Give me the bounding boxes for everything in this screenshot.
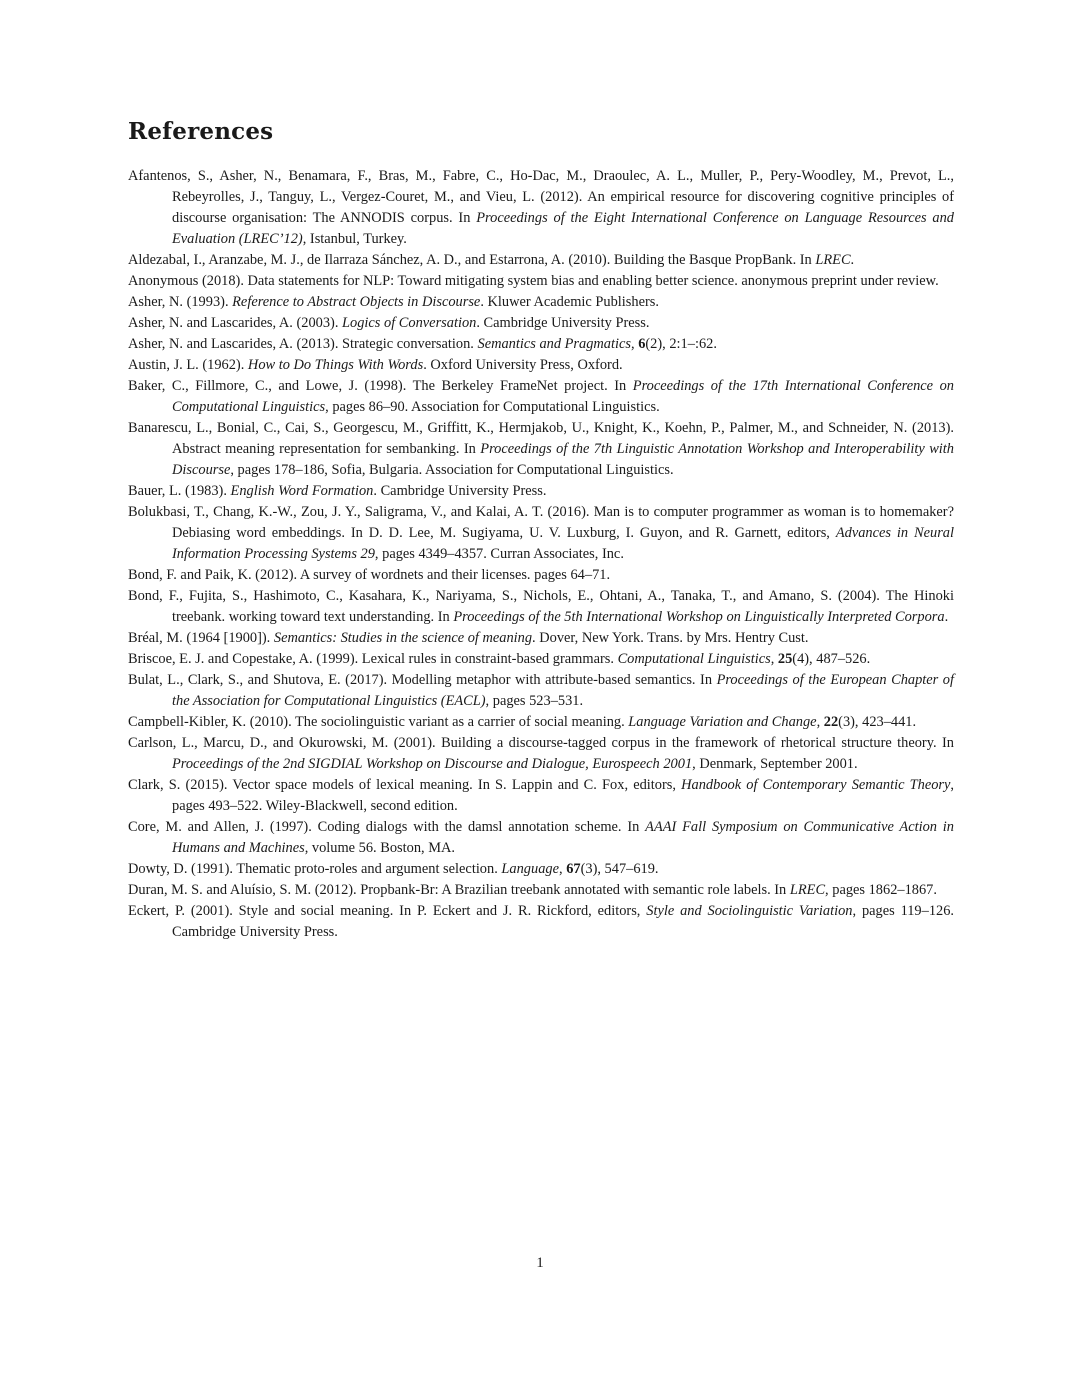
reference-text: , [770,651,778,667]
reference-italic-text: English Word Formation [230,483,374,499]
reference-text: . Cambridge University Press. [476,315,650,331]
reference-italic-text: Proceedings of the European Chapter of the Association for Computational Linguistics (EACL) [172,672,954,709]
reference-text: (3), 423–441. [838,714,917,730]
reference-list [128,166,954,943]
reference-text: Eckert, P. (2001). Style and social meaning. In P. Eckert and J. R. Rickford, editors, [128,903,647,919]
reference-text: , pages 86–90. Association for Computational Linguistics. [325,399,660,415]
reference-text: , Denmark, September 2001. [692,756,858,772]
reference-text: , pages 4349–4357. Curran Associates, Inc. [374,546,624,562]
reference-text: . Oxford University Press, Oxford. [423,357,623,373]
page-number: 1 [536,1255,544,1271]
section-heading: References [128,118,274,145]
reference-text: Asher, N. (1993). [128,294,233,310]
reference-italic-text: Semantics: Studies in the science of meaning [273,630,533,646]
reference-italic-text: Computational Linguistics [617,651,771,667]
reference-entry [128,733,954,775]
reference-volume: 6 [638,336,646,352]
reference-italic-text: LREC [815,252,851,268]
reference-text: . [944,609,949,625]
reference-italic-text: Proceedings of the Eight International Conference on Language Resources and Evaluation (LREC’12) [172,210,955,247]
reference-entry [128,376,954,418]
reference-italic-text: Reference to Abstract Objects in Discourse [232,294,481,310]
reference-entry [128,775,954,817]
reference-entry [128,817,954,859]
reference-entry [128,649,954,670]
reference-text: Bolukbasi, T., Chang, K.-W., Zou, J. Y., Saligrama, V., and Kalai, A. T. (2016). Man is to computer programmer as woman is to homemaker? Debiasing word embeddings. In D. D. Lee, M. Sugiyama, U. V. Luxburg, I. Guyon, and R. Garnett, editors, [128,504,954,541]
reference-entry [128,565,954,586]
reference-entry [128,355,954,376]
reference-text: Clark, S. (2015). Vector space models of lexical meaning. In S. Lappin and C. Fox, editors, [128,777,682,793]
reference-text: Briscoe, E. J. and Copestake, A. (1999). Lexical rules in constraint-based grammars. [128,651,618,667]
reference-entry [128,166,954,250]
reference-text: , pages 178–186, Sofia, Bulgaria. Association for Computational Linguistics. [230,462,674,478]
reference-italic-text: Proceedings of the 5th International Workshop on Linguistically Interpreted Corpora [453,609,945,625]
reference-entry [128,418,954,481]
reference-entry [128,586,954,628]
reference-text: , pages 1862–1867. [825,882,937,898]
reference-italic-text: Language Variation and Change [628,714,817,730]
reference-italic-text: Style and Sociolinguistic Variation [646,903,853,919]
reference-entry [128,313,954,334]
reference-italic-text: Handbook of Contemporary Semantic Theory [681,777,951,793]
reference-text: Carlson, L., Marcu, D., and Okurowski, M. (2001). Building a discourse-tagged corpus in the framework of rhetorical structure theory. In [128,735,954,751]
reference-text: Bond, F., Fujita, S., Hashimoto, C., Kasahara, K., Nariyama, S., Nichols, E., Ohtani, A., Tanaka, T., and Amano, S. (2004). The Hinoki treebank. working toward text understanding. In [128,588,954,625]
reference-text: Dowty, D. (1991). Thematic proto-roles and argument selection. [128,861,502,877]
reference-text: . [850,252,855,268]
reference-entry [128,481,954,502]
reference-text: Bauer, L. (1983). [128,483,231,499]
reference-entry [128,292,954,313]
reference-text: Anonymous (2018). Data statements for NLP: Toward mitigating system bias and enabling better science. anonymous preprint under review. [128,273,939,289]
reference-italic-text: AAAI Fall Symposium on Communicative Action in Humans and Machines [172,819,954,856]
reference-text: , Istanbul, Turkey. [302,231,407,247]
reference-entry [128,628,954,649]
reference-text: (4), 487–526. [792,651,871,667]
reference-text: . Dover, New York. Trans. by Mrs. Hentry Cust. [532,630,809,646]
reference-entry [128,271,954,292]
reference-text: Asher, N. and Lascarides, A. (2013). Strategic conversation. [128,336,478,352]
reference-italic-text: Semantics and Pragmatics [477,336,631,352]
reference-entry [128,250,954,271]
reference-text: Core, M. and Allen, J. (1997). Coding dialogs with the damsl annotation scheme. In [128,819,646,835]
reference-italic-text: Logics of Conversation [342,315,477,331]
reference-volume: 22 [823,714,839,730]
reference-text: . Cambridge University Press. [373,483,547,499]
reference-italic-text: Proceedings of the 2nd SIGDIAL Workshop on Discourse and Dialogue, Eurospeech 2001 [172,756,693,772]
reference-text: , pages 493–522. Wiley-Blackwell, second edition. [172,777,955,814]
reference-text: , volume 56. Boston, MA. [304,840,456,856]
reference-text: Austin, J. L. (1962). [128,357,248,373]
reference-entry [128,502,954,565]
reference-entry [128,334,954,355]
reference-text: Afantenos, S., Asher, N., Benamara, F., Bras, M., Fabre, C., Ho-Dac, M., Draoulec, A. L., Muller, P., Pery-Woodley, M., Prevot, L., Rebeyrolles, J., Tanguy, L., Vergez-Couret, M., and Vieu, L. (2012). An empirical resource for discovering cognitive principles of discourse organisation: The ANNODIS corpus. In [128,168,954,226]
reference-italic-text: Proceedings of the 17th International Conference on Computational Linguistics [172,378,954,415]
reference-entry [128,859,954,880]
reference-italic-text: LREC [789,882,826,898]
reference-italic-text: Proceedings of the 7th Linguistic Annotation Workshop and Interoperability with Discourse [172,441,954,478]
reference-text: Asher, N. and Lascarides, A. (2003). [128,315,343,331]
reference-text: , [558,861,567,877]
reference-entry [128,901,954,943]
reference-entry [128,880,954,901]
reference-entry [128,670,954,712]
reference-text: Baker, C., Fillmore, C., and Lowe, J. (1998). The Berkeley FrameNet project. In [128,378,633,394]
reference-text: , pages 119–126. Cambridge University Press. [172,903,955,940]
reference-text: Bulat, L., Clark, S., and Shutova, E. (2017). Modelling metaphor with attribute-based semantics. In [128,672,717,688]
reference-italic-text: Language [501,861,559,877]
reference-text: , [816,714,824,730]
reference-volume: 25 [777,651,793,667]
reference-italic-text: How to Do Things With Words [247,357,424,373]
reference-text: Aldezabal, I., Aranzabe, M. J., de Ilarraza Sánchez, A. D., and Estarrona, A. (2010). Building the Basque PropBank. In [128,252,816,268]
reference-text: (3), 547–619. [580,861,659,877]
reference-text: Banarescu, L., Bonial, C., Cai, S., Georgescu, M., Griffitt, K., Hermjakob, U., Knight, K., Koehn, P., Palmer, M., and Schneider, N. (2013). Abstract meaning representation for sembanking. In [128,420,954,457]
reference-text: , [630,336,639,352]
reference-italic-text: Advances in Neural Information Processing Systems 29 [172,525,954,562]
reference-text: Bond, F. and Paik, K. (2012). A survey of wordnets and their licenses. pages 64–71. [128,567,611,583]
reference-text: (2), 2:1–:62. [645,336,717,352]
reference-text: . Kluwer Academic Publishers. [480,294,659,310]
reference-volume: 67 [566,861,581,877]
reference-text: , pages 523–531. [485,693,584,709]
reference-text: Bréal, M. (1964 [1900]). [128,630,274,646]
reference-text: Duran, M. S. and Aluísio, S. M. (2012). Propbank-Br: A Brazilian treebank annotated with semantic role labels. In [128,882,790,898]
reference-entry [128,712,954,733]
reference-text: Campbell-Kibler, K. (2010). The sociolinguistic variant as a carrier of social meaning. [128,714,629,730]
